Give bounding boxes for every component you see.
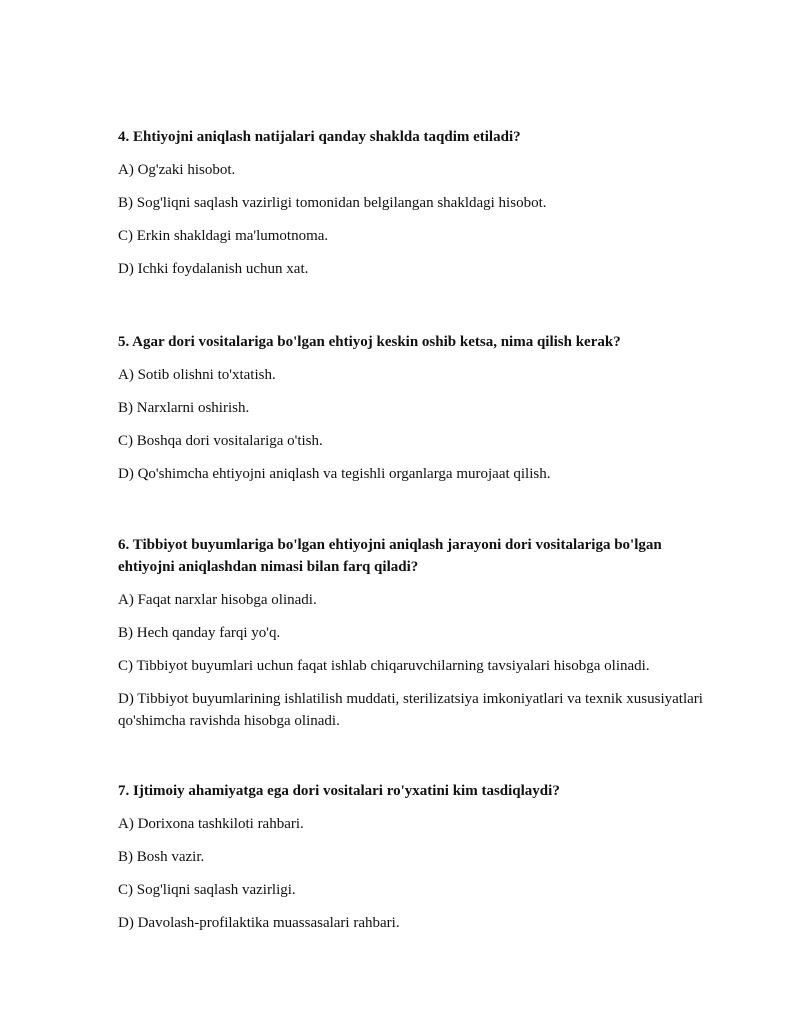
option-a: A) Dorixona tashkiloti rahbari. xyxy=(118,816,304,832)
option-a: A) Og'zaki hisobot. xyxy=(118,162,236,178)
question-title: 6. Tibbiyot buyumlariga bo'lgan ehtiyojni aniqlash jarayoni dori vositalariga bo'lgan ehtiyojni aniqlashdan nimasi bilan farq qiladi? xyxy=(118,537,662,575)
option-d: D) Tibbiyot buyumlarining ishlatilish muddati, sterilizatsiya imkoniyatlari va texnik xususiyatlari qo'shimcha ravishda hisobga olinadi. xyxy=(118,691,703,729)
option-a: A) Sotib olishni to'xtatish. xyxy=(118,367,276,383)
option-b: B) Sog'liqni saqlash vazirligi tomonidan belgilangan shakldagi hisobot. xyxy=(118,195,547,211)
option-c: C) Boshqa dori vositalariga o'tish. xyxy=(118,433,323,449)
question-4 xyxy=(118,126,718,280)
question-title: 5. Agar dori vositalariga bo'lgan ehtiyoj keskin oshib ketsa, nima qilish kerak? xyxy=(118,334,621,350)
question-6 xyxy=(118,534,718,732)
option-c: C) Tibbiyot buyumlari uchun faqat ishlab chiqaruvchilarning tavsiyalari hisobga olinadi. xyxy=(118,658,650,674)
option-b: B) Narxlarni oshirish. xyxy=(118,400,250,416)
question-title: 4. Ehtiyojni aniqlash natijalari qanday shaklda taqdim etiladi? xyxy=(118,129,521,145)
question-7 xyxy=(118,780,718,934)
option-d: D) Qo'shimcha ehtiyojni aniqlash va tegishli organlarga murojaat qilish. xyxy=(118,466,551,482)
option-b: B) Hech qanday farqi yo'q. xyxy=(118,625,281,641)
question-spacer xyxy=(118,743,718,780)
question-title: 7. Ijtimoiy ahamiyatga ega dori vositalari ro'yxatini kim tasdiqlaydi? xyxy=(118,783,560,799)
option-c: C) Erkin shakldagi ma'lumotnoma. xyxy=(118,228,329,244)
document-page xyxy=(118,126,718,945)
option-d: D) Ichki foydalanish uchun xat. xyxy=(118,261,309,277)
option-d: D) Davolash-profilaktika muassasalari rahbari. xyxy=(118,915,400,931)
question-spacer xyxy=(118,496,718,534)
question-5 xyxy=(118,331,718,485)
question-spacer xyxy=(118,291,718,331)
option-b: B) Bosh vazir. xyxy=(118,849,205,865)
option-c: C) Sog'liqni saqlash vazirligi. xyxy=(118,882,296,898)
option-a: A) Faqat narxlar hisobga olinadi. xyxy=(118,592,317,608)
